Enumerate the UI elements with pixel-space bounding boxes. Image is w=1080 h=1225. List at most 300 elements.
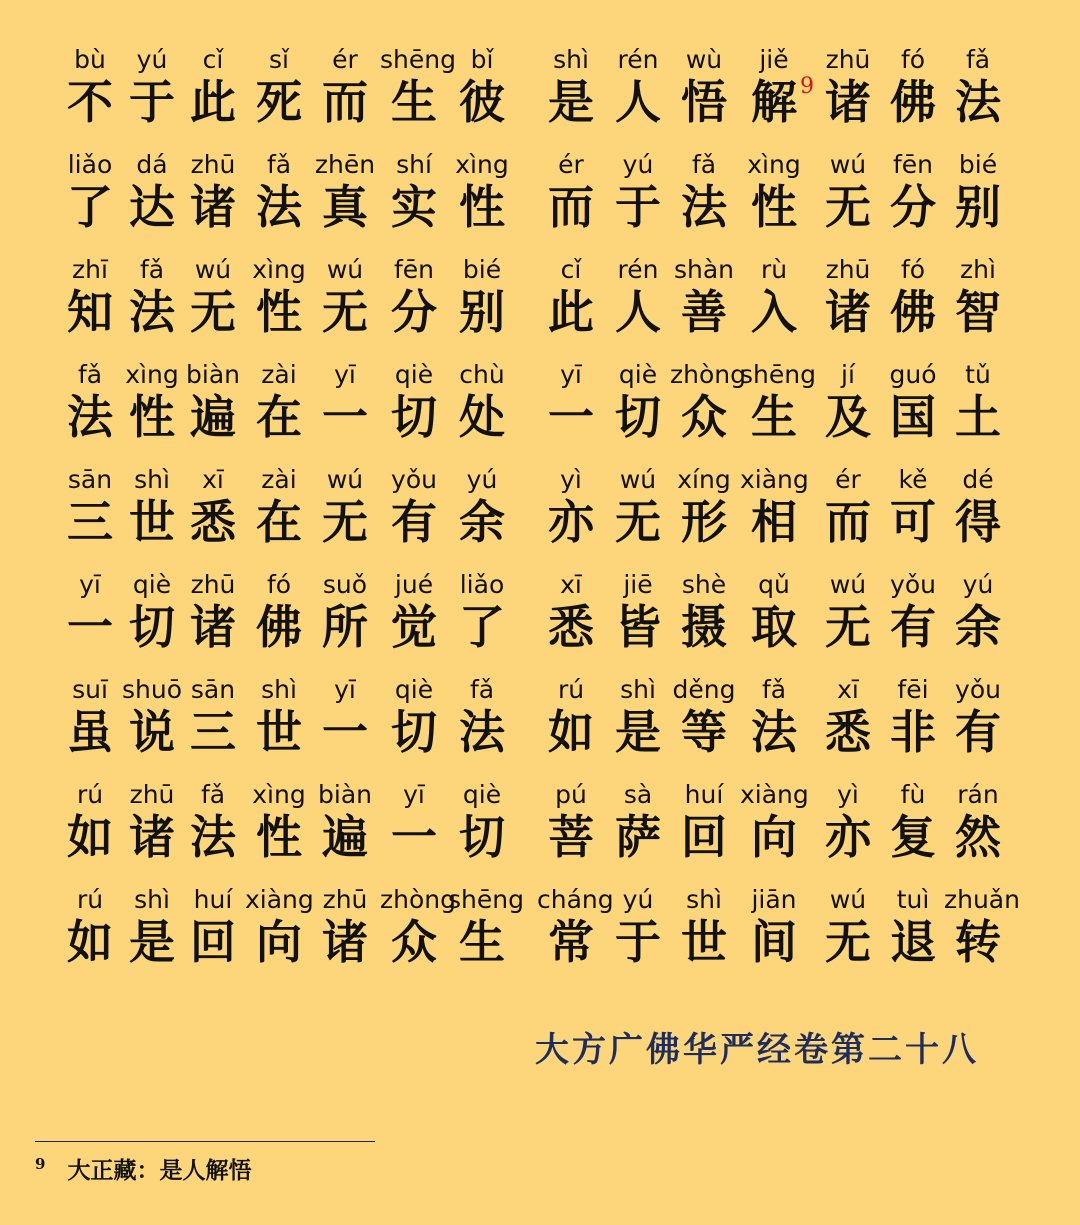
verse-character	[944, 255, 1012, 339]
pinyin: jué	[394, 570, 434, 599]
verse-character	[380, 675, 448, 759]
hanzi: 解	[751, 75, 797, 129]
verse-character	[740, 570, 808, 654]
hanzi: 有	[391, 495, 437, 549]
hanzi: 性	[256, 810, 302, 864]
verse-character	[311, 780, 379, 864]
hanzi: 可	[890, 495, 936, 549]
verse-character	[670, 465, 738, 549]
pinyin: xī	[560, 570, 582, 599]
hanzi: 常	[548, 915, 594, 969]
verse-character	[814, 675, 882, 759]
pinyin: suǒ	[322, 570, 368, 599]
verse-character	[670, 360, 746, 444]
verse-character	[245, 780, 313, 864]
hanzi: 如	[67, 915, 113, 969]
hanzi: 诸	[190, 180, 236, 234]
pinyin: liǎo	[67, 150, 113, 179]
pinyin: zhū	[322, 885, 368, 914]
hanzi: 达	[129, 180, 175, 234]
pinyin: shí	[396, 150, 432, 179]
hanzi: 切	[391, 390, 437, 444]
verse-character	[448, 675, 516, 759]
verse-character	[118, 570, 186, 654]
verse-character	[944, 360, 1012, 444]
verse-character	[814, 780, 882, 864]
pinyin: xìng	[252, 255, 306, 284]
hanzi: 别	[955, 180, 1001, 234]
pinyin: rú	[76, 780, 104, 809]
pinyin: wú	[326, 465, 364, 494]
sutra-source-title: 大方广佛华严经卷第二十八	[535, 1030, 979, 1070]
hanzi: 如	[67, 810, 113, 864]
verse-character	[118, 360, 186, 444]
verse-character	[179, 360, 247, 444]
verse-character	[179, 780, 247, 864]
hanzi: 向	[256, 915, 302, 969]
pinyin: fǎ	[266, 150, 292, 179]
hanzi: 分	[391, 285, 437, 339]
hanzi: 一	[322, 390, 368, 444]
verse-character	[670, 150, 738, 234]
verse-character	[56, 570, 124, 654]
hanzi: 是	[615, 705, 661, 759]
hanzi: 法	[955, 75, 1001, 129]
hanzi: 土	[955, 390, 1001, 444]
pinyin: bié	[958, 150, 998, 179]
verse-character	[448, 360, 516, 444]
verse-character	[740, 150, 808, 234]
verse-character	[380, 465, 448, 549]
verse-character	[179, 150, 247, 234]
pinyin: fù	[900, 780, 926, 809]
pinyin: liǎo	[459, 570, 505, 599]
verse-character	[814, 360, 882, 444]
hanzi: 遍	[322, 810, 368, 864]
pinyin: jiān	[751, 885, 797, 914]
hanzi: 佛	[890, 75, 936, 129]
pinyin: shì	[134, 885, 170, 914]
verse-character	[740, 255, 808, 339]
hanzi: 法	[190, 810, 236, 864]
pinyin: chù	[459, 360, 505, 389]
pinyin: cǐ	[202, 45, 224, 74]
hanzi: 佛	[256, 600, 302, 654]
pinyin: shì	[620, 675, 656, 704]
verse-character	[245, 570, 313, 654]
hanzi: 众	[681, 390, 727, 444]
hanzi: 悉	[825, 705, 871, 759]
verse-character	[879, 675, 947, 759]
verse-character	[944, 570, 1012, 654]
hanzi: 法	[256, 180, 302, 234]
pinyin: shēng	[740, 360, 816, 389]
pinyin: zhū	[825, 255, 871, 284]
pinyin: jí	[841, 360, 855, 389]
pinyin: fǎ	[200, 780, 226, 809]
verse-character	[118, 150, 186, 234]
pinyin: xiàng	[740, 465, 809, 494]
pinyin: fǎ	[761, 675, 787, 704]
pinyin: xiàng	[740, 780, 809, 809]
hanzi: 亦	[825, 810, 871, 864]
verse-character	[944, 465, 1012, 549]
verse-character	[944, 780, 1012, 864]
hanzi: 诸	[825, 75, 871, 129]
hanzi: 诸	[190, 600, 236, 654]
pinyin: fēi	[897, 675, 929, 704]
hanzi: 回	[190, 915, 236, 969]
verse-character	[118, 465, 186, 549]
verse-character	[118, 45, 186, 129]
verse-character	[814, 150, 882, 234]
verse-character	[311, 885, 379, 969]
pinyin: huí	[193, 885, 233, 914]
pinyin: yī	[79, 570, 101, 599]
verse-character	[380, 780, 448, 864]
pinyin: shì	[686, 885, 722, 914]
verse-character	[740, 45, 808, 129]
verse-character	[537, 675, 605, 759]
verse-character	[245, 885, 313, 969]
pinyin: suī	[72, 675, 108, 704]
verse-character	[944, 150, 1012, 234]
hanzi: 而	[548, 180, 594, 234]
hanzi: 真	[322, 180, 368, 234]
hanzi: 复	[890, 810, 936, 864]
verse-character	[56, 465, 124, 549]
hanzi: 诸	[129, 810, 175, 864]
hanzi: 萨	[615, 810, 661, 864]
verse-character	[56, 885, 124, 969]
verse-character	[380, 45, 456, 129]
hanzi: 无	[190, 285, 236, 339]
pinyin: yú	[962, 570, 994, 599]
pinyin: qiè	[132, 570, 172, 599]
pinyin: xiàng	[245, 885, 314, 914]
hanzi: 非	[890, 705, 936, 759]
hanzi: 亦	[548, 495, 594, 549]
hanzi: 国	[890, 390, 936, 444]
pinyin: huí	[684, 780, 724, 809]
pinyin: wú	[194, 255, 232, 284]
verse-character	[311, 570, 379, 654]
hanzi: 等	[681, 705, 727, 759]
pinyin: sà	[623, 780, 653, 809]
hanzi: 无	[825, 600, 871, 654]
verse-character	[311, 675, 379, 759]
verse-character	[740, 360, 816, 444]
hanzi: 死	[256, 75, 302, 129]
verse-character	[944, 885, 1020, 969]
verse-character	[245, 45, 313, 129]
verse-character	[604, 150, 672, 234]
pinyin: wú	[619, 465, 657, 494]
hanzi: 一	[391, 810, 437, 864]
verse-character	[448, 570, 516, 654]
hanzi: 菩	[548, 810, 594, 864]
hanzi: 觉	[391, 600, 437, 654]
hanzi: 而	[825, 495, 871, 549]
verse-character	[814, 570, 882, 654]
verse-character	[879, 150, 947, 234]
verse-character	[604, 360, 672, 444]
pinyin: xìng	[125, 360, 179, 389]
hanzi: 智	[955, 285, 1001, 339]
pinyin: rén	[617, 45, 659, 74]
hanzi: 法	[129, 285, 175, 339]
verse-character	[879, 465, 947, 549]
hanzi: 此	[548, 285, 594, 339]
pinyin: shuō	[121, 675, 182, 704]
verse-character	[118, 780, 186, 864]
pinyin: xìng	[252, 780, 306, 809]
pinyin: xī	[202, 465, 224, 494]
hanzi: 知	[67, 285, 113, 339]
verse-character	[537, 465, 605, 549]
hanzi: 而	[322, 75, 368, 129]
pinyin: yī	[334, 675, 356, 704]
pinyin: shēng	[448, 885, 524, 914]
verse-character	[670, 675, 738, 759]
hanzi: 虽	[67, 705, 113, 759]
pinyin: shàn	[673, 255, 735, 284]
hanzi: 在	[256, 495, 302, 549]
verse-character	[604, 465, 672, 549]
pinyin: jiē	[623, 570, 653, 599]
verse-character	[245, 255, 313, 339]
pinyin: zhòng	[670, 360, 746, 389]
pinyin: yú	[622, 885, 654, 914]
pinyin: xíng	[677, 465, 731, 494]
hanzi: 诸	[322, 915, 368, 969]
hanzi: 法	[751, 705, 797, 759]
verse-character	[814, 885, 882, 969]
hanzi: 无	[322, 285, 368, 339]
hanzi: 一	[67, 600, 113, 654]
pinyin: bié	[462, 255, 502, 284]
pinyin: guó	[889, 360, 937, 389]
hanzi: 形	[681, 495, 727, 549]
pinyin: sān	[67, 465, 113, 494]
pinyin: shēng	[380, 45, 456, 74]
pinyin: wù	[685, 45, 723, 74]
hanzi: 此	[190, 75, 236, 129]
pinyin: yǒu	[890, 570, 936, 599]
verse-character	[879, 570, 947, 654]
hanzi: 性	[459, 180, 505, 234]
hanzi: 入	[751, 285, 797, 339]
verse-character	[311, 255, 379, 339]
hanzi: 分	[890, 180, 936, 234]
pinyin: wú	[326, 255, 364, 284]
pinyin: shì	[134, 465, 170, 494]
hanzi: 人	[615, 75, 661, 129]
verse-character	[179, 675, 247, 759]
verse-character	[537, 570, 605, 654]
verse-character	[56, 780, 124, 864]
verse-character	[118, 255, 186, 339]
verse-character	[879, 885, 947, 969]
hanzi: 三	[67, 495, 113, 549]
hanzi: 于	[615, 180, 661, 234]
verse-character	[118, 675, 186, 759]
verse-character	[604, 255, 672, 339]
verse-character	[537, 150, 605, 234]
verse-character	[245, 150, 313, 234]
hanzi: 世	[129, 495, 175, 549]
pinyin: yú	[466, 465, 498, 494]
hanzi: 不	[67, 75, 113, 129]
verse-character	[179, 255, 247, 339]
hanzi: 然	[955, 810, 1001, 864]
pinyin: bǐ	[470, 45, 494, 74]
pinyin: fǎ	[469, 675, 495, 704]
hanzi: 于	[129, 75, 175, 129]
pinyin: kě	[898, 465, 928, 494]
hanzi: 诸	[825, 285, 871, 339]
pinyin: yì	[837, 780, 859, 809]
hanzi: 了	[67, 180, 113, 234]
pinyin: rù	[760, 255, 788, 284]
pinyin: zhū	[190, 150, 236, 179]
pinyin: yī	[403, 780, 425, 809]
verse-character	[879, 360, 947, 444]
verse-character	[311, 45, 379, 129]
pinyin: sān	[190, 675, 236, 704]
pinyin: zhū	[825, 45, 871, 74]
verse-character	[311, 465, 379, 549]
verse-character	[879, 45, 947, 129]
verse-character	[56, 255, 124, 339]
pinyin: wú	[829, 150, 867, 179]
hanzi: 及	[825, 390, 871, 444]
hanzi: 法	[67, 390, 113, 444]
verse-character	[179, 45, 247, 129]
verse-character	[604, 780, 672, 864]
pinyin: yī	[560, 360, 582, 389]
verse-character	[245, 465, 313, 549]
hanzi: 回	[681, 810, 727, 864]
hanzi: 无	[825, 180, 871, 234]
hanzi: 善	[681, 285, 727, 339]
verse-character	[814, 45, 882, 129]
pinyin: zhū	[129, 780, 175, 809]
hanzi: 取	[751, 600, 797, 654]
verse-character	[448, 255, 516, 339]
pinyin: zhī	[72, 255, 108, 284]
footnote	[35, 1152, 251, 1185]
hanzi: 切	[459, 810, 505, 864]
pinyin: yú	[622, 150, 654, 179]
hanzi: 切	[129, 600, 175, 654]
pinyin: yī	[334, 360, 356, 389]
verse-character	[740, 465, 808, 549]
pinyin: ér	[835, 465, 861, 494]
hanzi: 皆	[615, 600, 661, 654]
verse-character	[740, 780, 808, 864]
hanzi: 处	[459, 390, 505, 444]
hanzi: 世	[256, 705, 302, 759]
hanzi: 彼	[459, 75, 505, 129]
hanzi: 三	[190, 705, 236, 759]
hanzi: 有	[890, 600, 936, 654]
pinyin: fó	[900, 45, 926, 74]
footnote-divider	[35, 1141, 375, 1142]
hanzi: 无	[825, 915, 871, 969]
hanzi: 遍	[190, 390, 236, 444]
hanzi: 是	[129, 915, 175, 969]
verse-character	[814, 465, 882, 549]
verse-character	[537, 885, 614, 969]
verse-character	[245, 360, 313, 444]
hanzi: 无	[615, 495, 661, 549]
pinyin: fó	[266, 570, 292, 599]
pinyin: fǎ	[691, 150, 717, 179]
pinyin: qiè	[462, 780, 502, 809]
hanzi: 性	[129, 390, 175, 444]
verse-character	[604, 675, 672, 759]
hanzi: 退	[890, 915, 936, 969]
verse-character	[814, 255, 882, 339]
verse-character	[380, 570, 448, 654]
pinyin: xìng	[455, 150, 509, 179]
verse-character	[670, 570, 738, 654]
pinyin: qiè	[394, 675, 434, 704]
hanzi: 生	[391, 75, 437, 129]
hanzi: 余	[459, 495, 505, 549]
hanzi: 余	[955, 600, 1001, 654]
hanzi: 所	[322, 600, 368, 654]
hanzi: 佛	[890, 285, 936, 339]
verse-character	[604, 570, 672, 654]
hanzi: 转	[955, 915, 1001, 969]
verse-character	[56, 360, 124, 444]
pinyin: jiě	[759, 45, 789, 74]
hanzi: 法	[681, 180, 727, 234]
hanzi: 悉	[548, 600, 594, 654]
pinyin: qǔ	[758, 570, 790, 599]
verse-character	[944, 45, 1012, 129]
pinyin: qiè	[394, 360, 434, 389]
verse-character	[448, 780, 516, 864]
pinyin: dé	[962, 465, 994, 494]
pinyin: zhòng	[380, 885, 456, 914]
hanzi: 生	[459, 915, 505, 969]
pinyin: yǒu	[391, 465, 437, 494]
hanzi: 相	[751, 495, 797, 549]
pinyin: biàn	[186, 360, 240, 389]
hanzi: 切	[615, 390, 661, 444]
pinyin: shì	[553, 45, 589, 74]
verse-character	[245, 675, 313, 759]
verse-character	[380, 150, 448, 234]
hanzi: 悉	[190, 495, 236, 549]
hanzi: 如	[548, 705, 594, 759]
hanzi: 是	[548, 75, 594, 129]
pinyin: yǒu	[955, 675, 1001, 704]
hanzi: 切	[391, 705, 437, 759]
pinyin: biàn	[318, 780, 372, 809]
pinyin: shè	[681, 570, 727, 599]
hanzi: 法	[459, 705, 505, 759]
verse-character	[380, 885, 456, 969]
hanzi: 人	[615, 285, 661, 339]
verse-character	[448, 45, 516, 129]
hanzi: 了	[459, 600, 505, 654]
hanzi: 无	[322, 495, 368, 549]
pinyin: yú	[136, 45, 168, 74]
